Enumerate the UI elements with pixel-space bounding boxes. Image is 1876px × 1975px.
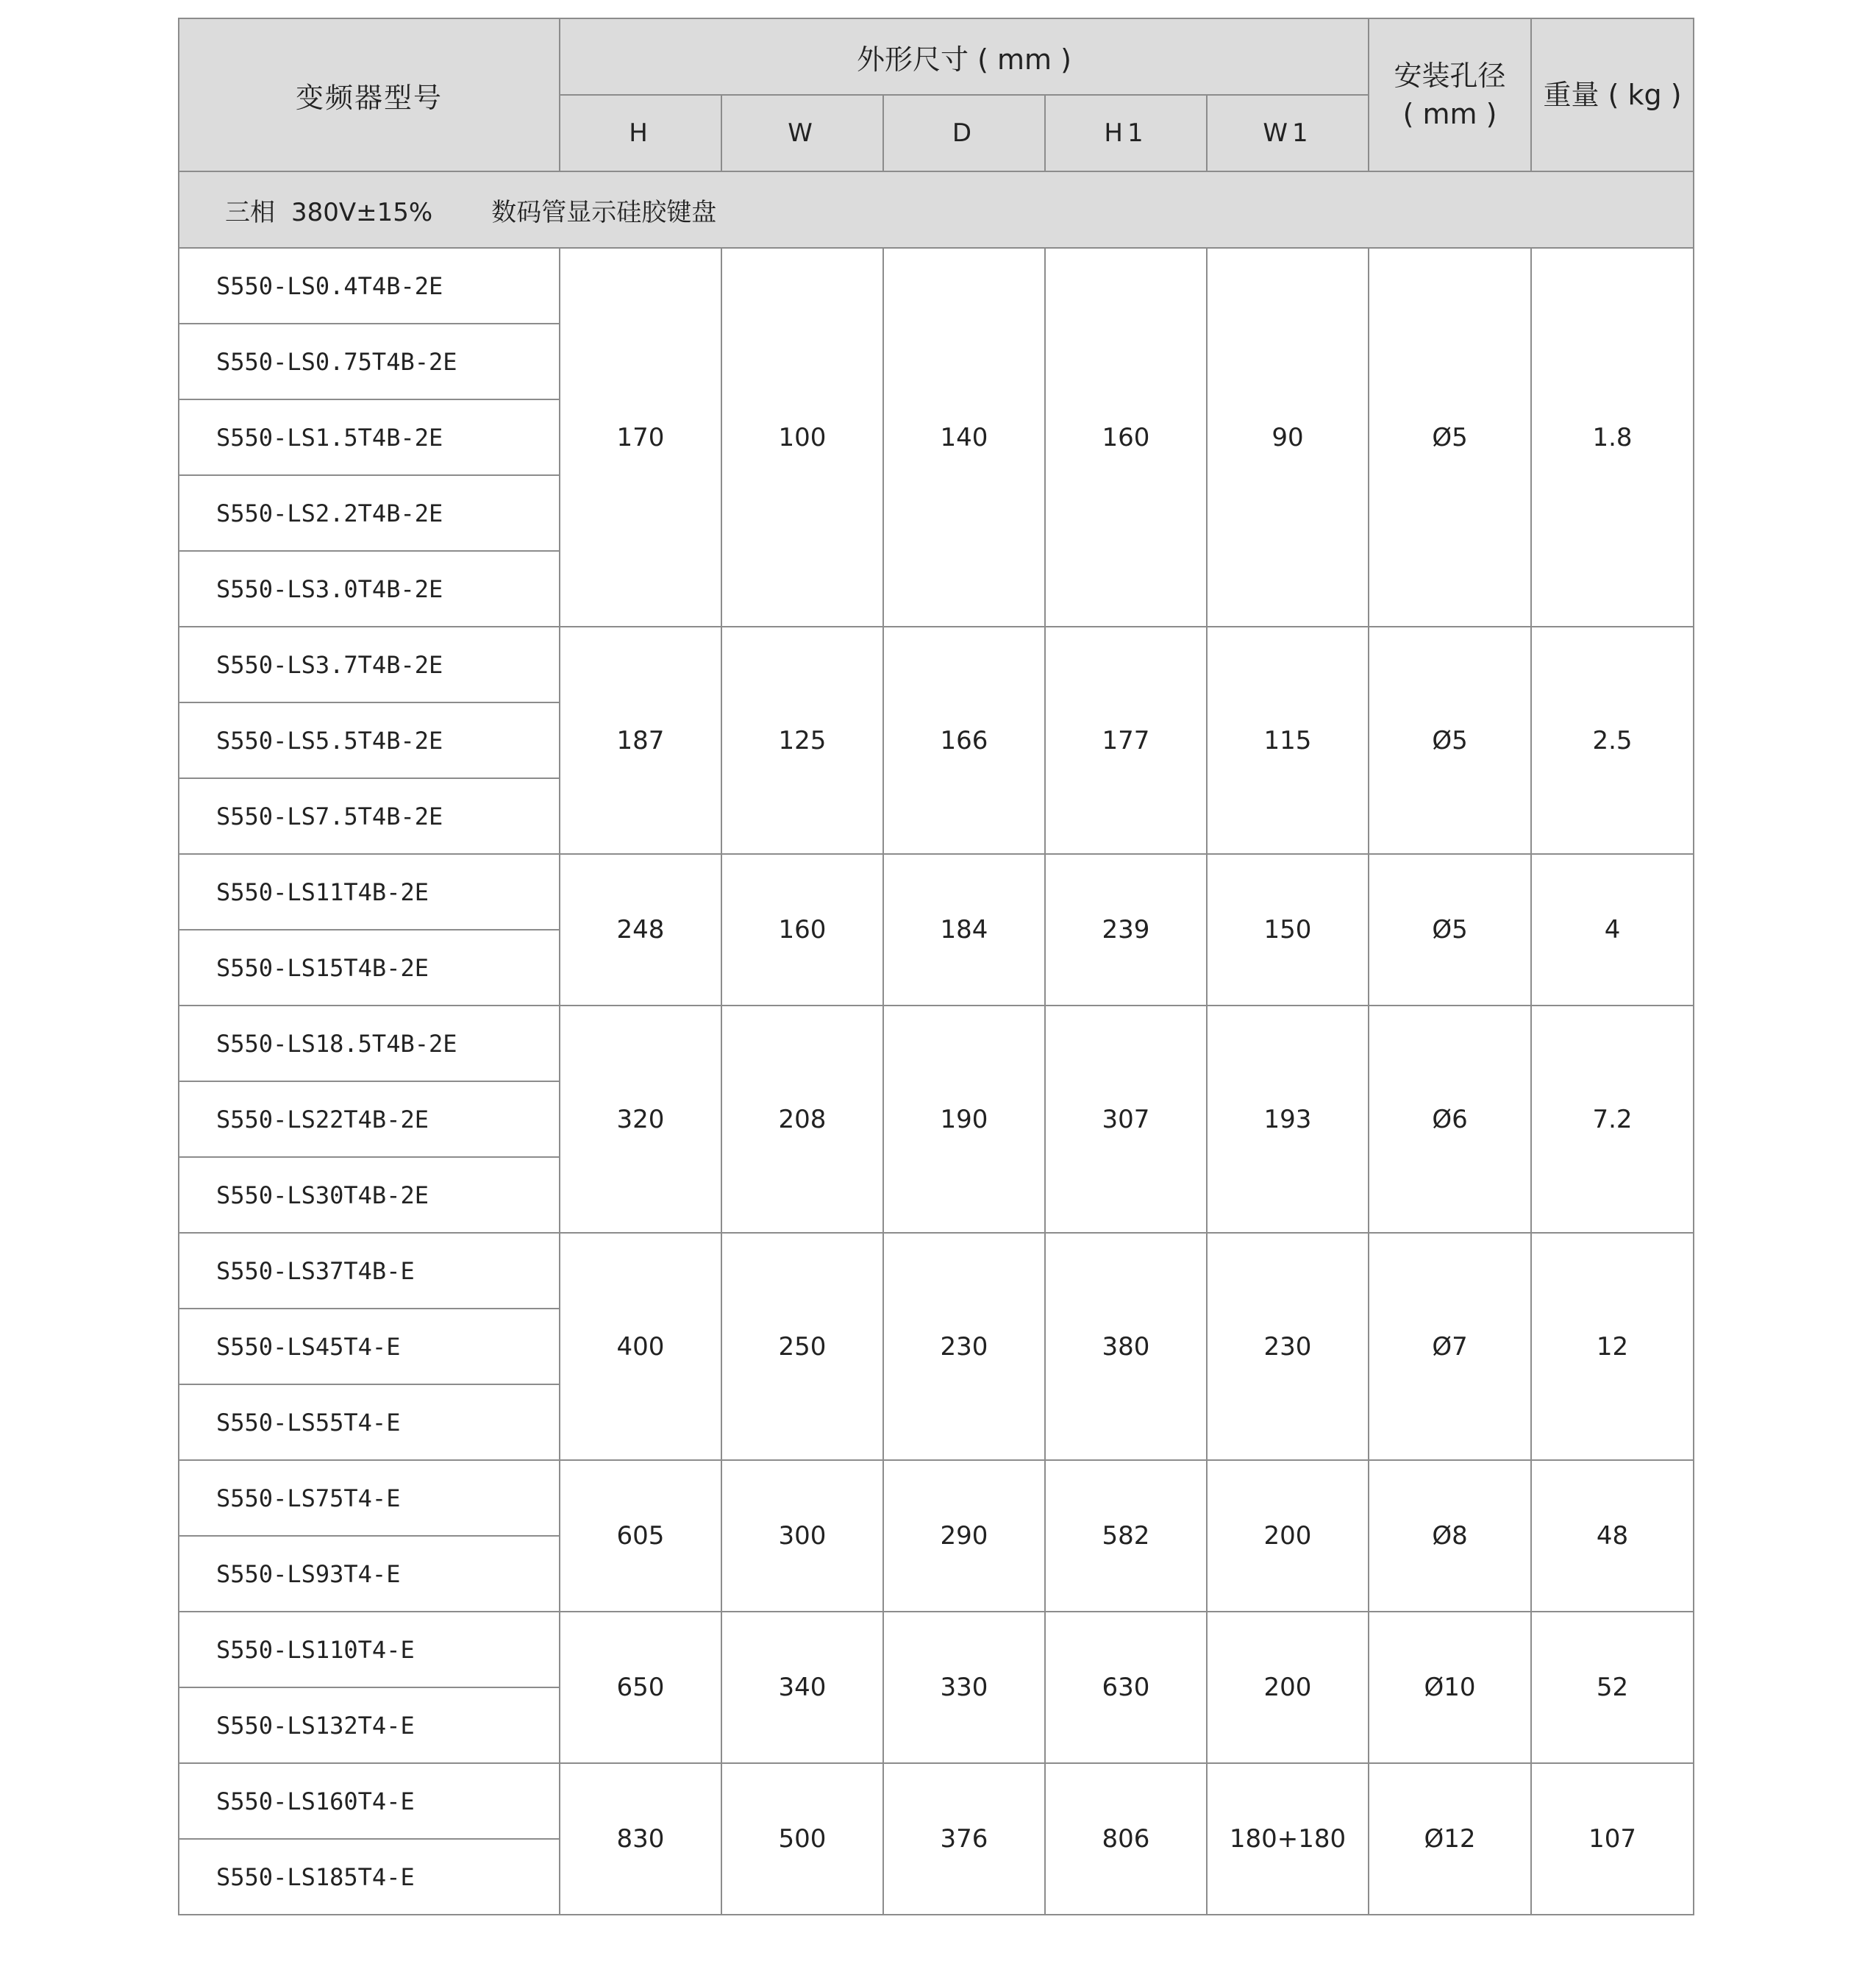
table-body xyxy=(179,171,1694,1915)
value-cell-w: 250 xyxy=(721,1233,883,1460)
value-cell-weight: 12 xyxy=(1531,1233,1694,1460)
model-cell: S550-LS7.5T4B-2E xyxy=(179,778,560,854)
value-cell-weight: 107 xyxy=(1531,1763,1694,1915)
table-header xyxy=(179,18,1694,171)
table-row xyxy=(179,854,1694,930)
value-cell-w: 160 xyxy=(721,854,883,1006)
model-cell: S550-LS1.5T4B-2E xyxy=(179,399,560,475)
value-cell-weight: 1.8 xyxy=(1531,248,1694,627)
value-cell-d: 184 xyxy=(883,854,1045,1006)
model-cell: S550-LS132T4-E xyxy=(179,1687,560,1763)
value-cell-h1: 380 xyxy=(1045,1233,1207,1460)
section-cell xyxy=(179,171,1694,248)
value-cell-h1: 806 xyxy=(1045,1763,1207,1915)
value-cell-w1: 200 xyxy=(1207,1460,1369,1612)
value-cell-hole: Ø6 xyxy=(1369,1006,1531,1233)
table-row xyxy=(179,1460,1694,1536)
value-cell-w: 208 xyxy=(721,1006,883,1233)
header-w1: W1 xyxy=(1207,95,1369,171)
value-cell-hole: Ø8 xyxy=(1369,1460,1531,1612)
model-cell: S550-LS22T4B-2E xyxy=(179,1081,560,1157)
table-row xyxy=(179,1233,1694,1309)
table-row xyxy=(179,248,1694,324)
model-cell: S550-LS3.7T4B-2E xyxy=(179,627,560,702)
header-h1: H1 xyxy=(1045,95,1207,171)
value-cell-w1: 90 xyxy=(1207,248,1369,627)
header-hole xyxy=(1369,18,1531,171)
model-cell: S550-LS3.0T4B-2E xyxy=(179,551,560,627)
header-h: H xyxy=(560,95,721,171)
value-cell-d: 190 xyxy=(883,1006,1045,1233)
model-cell: S550-LS55T4-E xyxy=(179,1384,560,1460)
model-cell: S550-LS5.5T4B-2E xyxy=(179,702,560,778)
value-cell-h: 248 xyxy=(560,854,721,1006)
spec-table-container xyxy=(178,18,1693,1915)
model-cell: S550-LS30T4B-2E xyxy=(179,1157,560,1233)
model-cell: S550-LS15T4B-2E xyxy=(179,930,560,1006)
header-w: W xyxy=(721,95,883,171)
section-label xyxy=(179,192,1693,228)
inverter-dimension-table xyxy=(178,18,1694,1915)
value-cell-w1: 180+180 xyxy=(1207,1763,1369,1915)
value-cell-h: 187 xyxy=(560,627,721,854)
model-cell: S550-LS75T4-E xyxy=(179,1460,560,1536)
section-voltage: 380V±15% xyxy=(291,197,433,227)
header-weight: 重量 ( kg ) xyxy=(1531,18,1694,171)
value-cell-h1: 177 xyxy=(1045,627,1207,854)
model-cell: S550-LS93T4-E xyxy=(179,1536,560,1612)
value-cell-w1: 200 xyxy=(1207,1612,1369,1763)
value-cell-weight: 7.2 xyxy=(1531,1006,1694,1233)
value-cell-h1: 160 xyxy=(1045,248,1207,627)
value-cell-d: 230 xyxy=(883,1233,1045,1460)
value-cell-h: 830 xyxy=(560,1763,721,1915)
value-cell-h1: 239 xyxy=(1045,854,1207,1006)
header-dimensions: 外形尺寸 ( mm ) xyxy=(560,18,1369,95)
value-cell-w1: 230 xyxy=(1207,1233,1369,1460)
section-keypad: 数码管显示硅胶键盘 xyxy=(491,197,717,227)
value-cell-h: 170 xyxy=(560,248,721,627)
value-cell-h1: 307 xyxy=(1045,1006,1207,1233)
value-cell-h: 320 xyxy=(560,1006,721,1233)
model-cell: S550-LS2.2T4B-2E xyxy=(179,475,560,551)
model-cell: S550-LS110T4-E xyxy=(179,1612,560,1687)
model-cell: S550-LS0.75T4B-2E xyxy=(179,324,560,399)
value-cell-hole: Ø12 xyxy=(1369,1763,1531,1915)
value-cell-h: 605 xyxy=(560,1460,721,1612)
model-cell: S550-LS0.4T4B-2E xyxy=(179,248,560,324)
table-row xyxy=(179,1763,1694,1839)
model-cell: S550-LS11T4B-2E xyxy=(179,854,560,930)
value-cell-w: 300 xyxy=(721,1460,883,1612)
value-cell-w1: 193 xyxy=(1207,1006,1369,1233)
value-cell-d: 290 xyxy=(883,1460,1045,1612)
value-cell-hole: Ø5 xyxy=(1369,248,1531,627)
value-cell-weight: 48 xyxy=(1531,1460,1694,1612)
value-cell-w1: 115 xyxy=(1207,627,1369,854)
section-row xyxy=(179,171,1694,248)
table-row xyxy=(179,627,1694,702)
value-cell-d: 330 xyxy=(883,1612,1045,1763)
value-cell-hole: Ø5 xyxy=(1369,627,1531,854)
value-cell-w: 100 xyxy=(721,248,883,627)
value-cell-h: 400 xyxy=(560,1233,721,1460)
section-phase: 三相 xyxy=(225,197,275,227)
value-cell-h: 650 xyxy=(560,1612,721,1763)
value-cell-h1: 582 xyxy=(1045,1460,1207,1612)
value-cell-weight: 2.5 xyxy=(1531,627,1694,854)
value-cell-d: 140 xyxy=(883,248,1045,627)
value-cell-w1: 150 xyxy=(1207,854,1369,1006)
value-cell-hole: Ø5 xyxy=(1369,854,1531,1006)
header-d: D xyxy=(883,95,1045,171)
header-hole-text: 安装孔径 ( mm ) xyxy=(1394,60,1506,130)
value-cell-hole: Ø7 xyxy=(1369,1233,1531,1460)
value-cell-d: 376 xyxy=(883,1763,1045,1915)
table-row xyxy=(179,1006,1694,1081)
value-cell-d: 166 xyxy=(883,627,1045,854)
value-cell-w: 125 xyxy=(721,627,883,854)
model-cell: S550-LS37T4B-E xyxy=(179,1233,560,1309)
value-cell-hole: Ø10 xyxy=(1369,1612,1531,1763)
value-cell-h1: 630 xyxy=(1045,1612,1207,1763)
value-cell-w: 340 xyxy=(721,1612,883,1763)
header-model: 变频器型号 xyxy=(179,18,560,171)
model-cell: S550-LS185T4-E xyxy=(179,1839,560,1915)
value-cell-w: 500 xyxy=(721,1763,883,1915)
model-cell: S550-LS18.5T4B-2E xyxy=(179,1006,560,1081)
table-row xyxy=(179,1612,1694,1687)
value-cell-weight: 4 xyxy=(1531,854,1694,1006)
model-cell: S550-LS160T4-E xyxy=(179,1763,560,1839)
value-cell-weight: 52 xyxy=(1531,1612,1694,1763)
model-cell: S550-LS45T4-E xyxy=(179,1309,560,1384)
